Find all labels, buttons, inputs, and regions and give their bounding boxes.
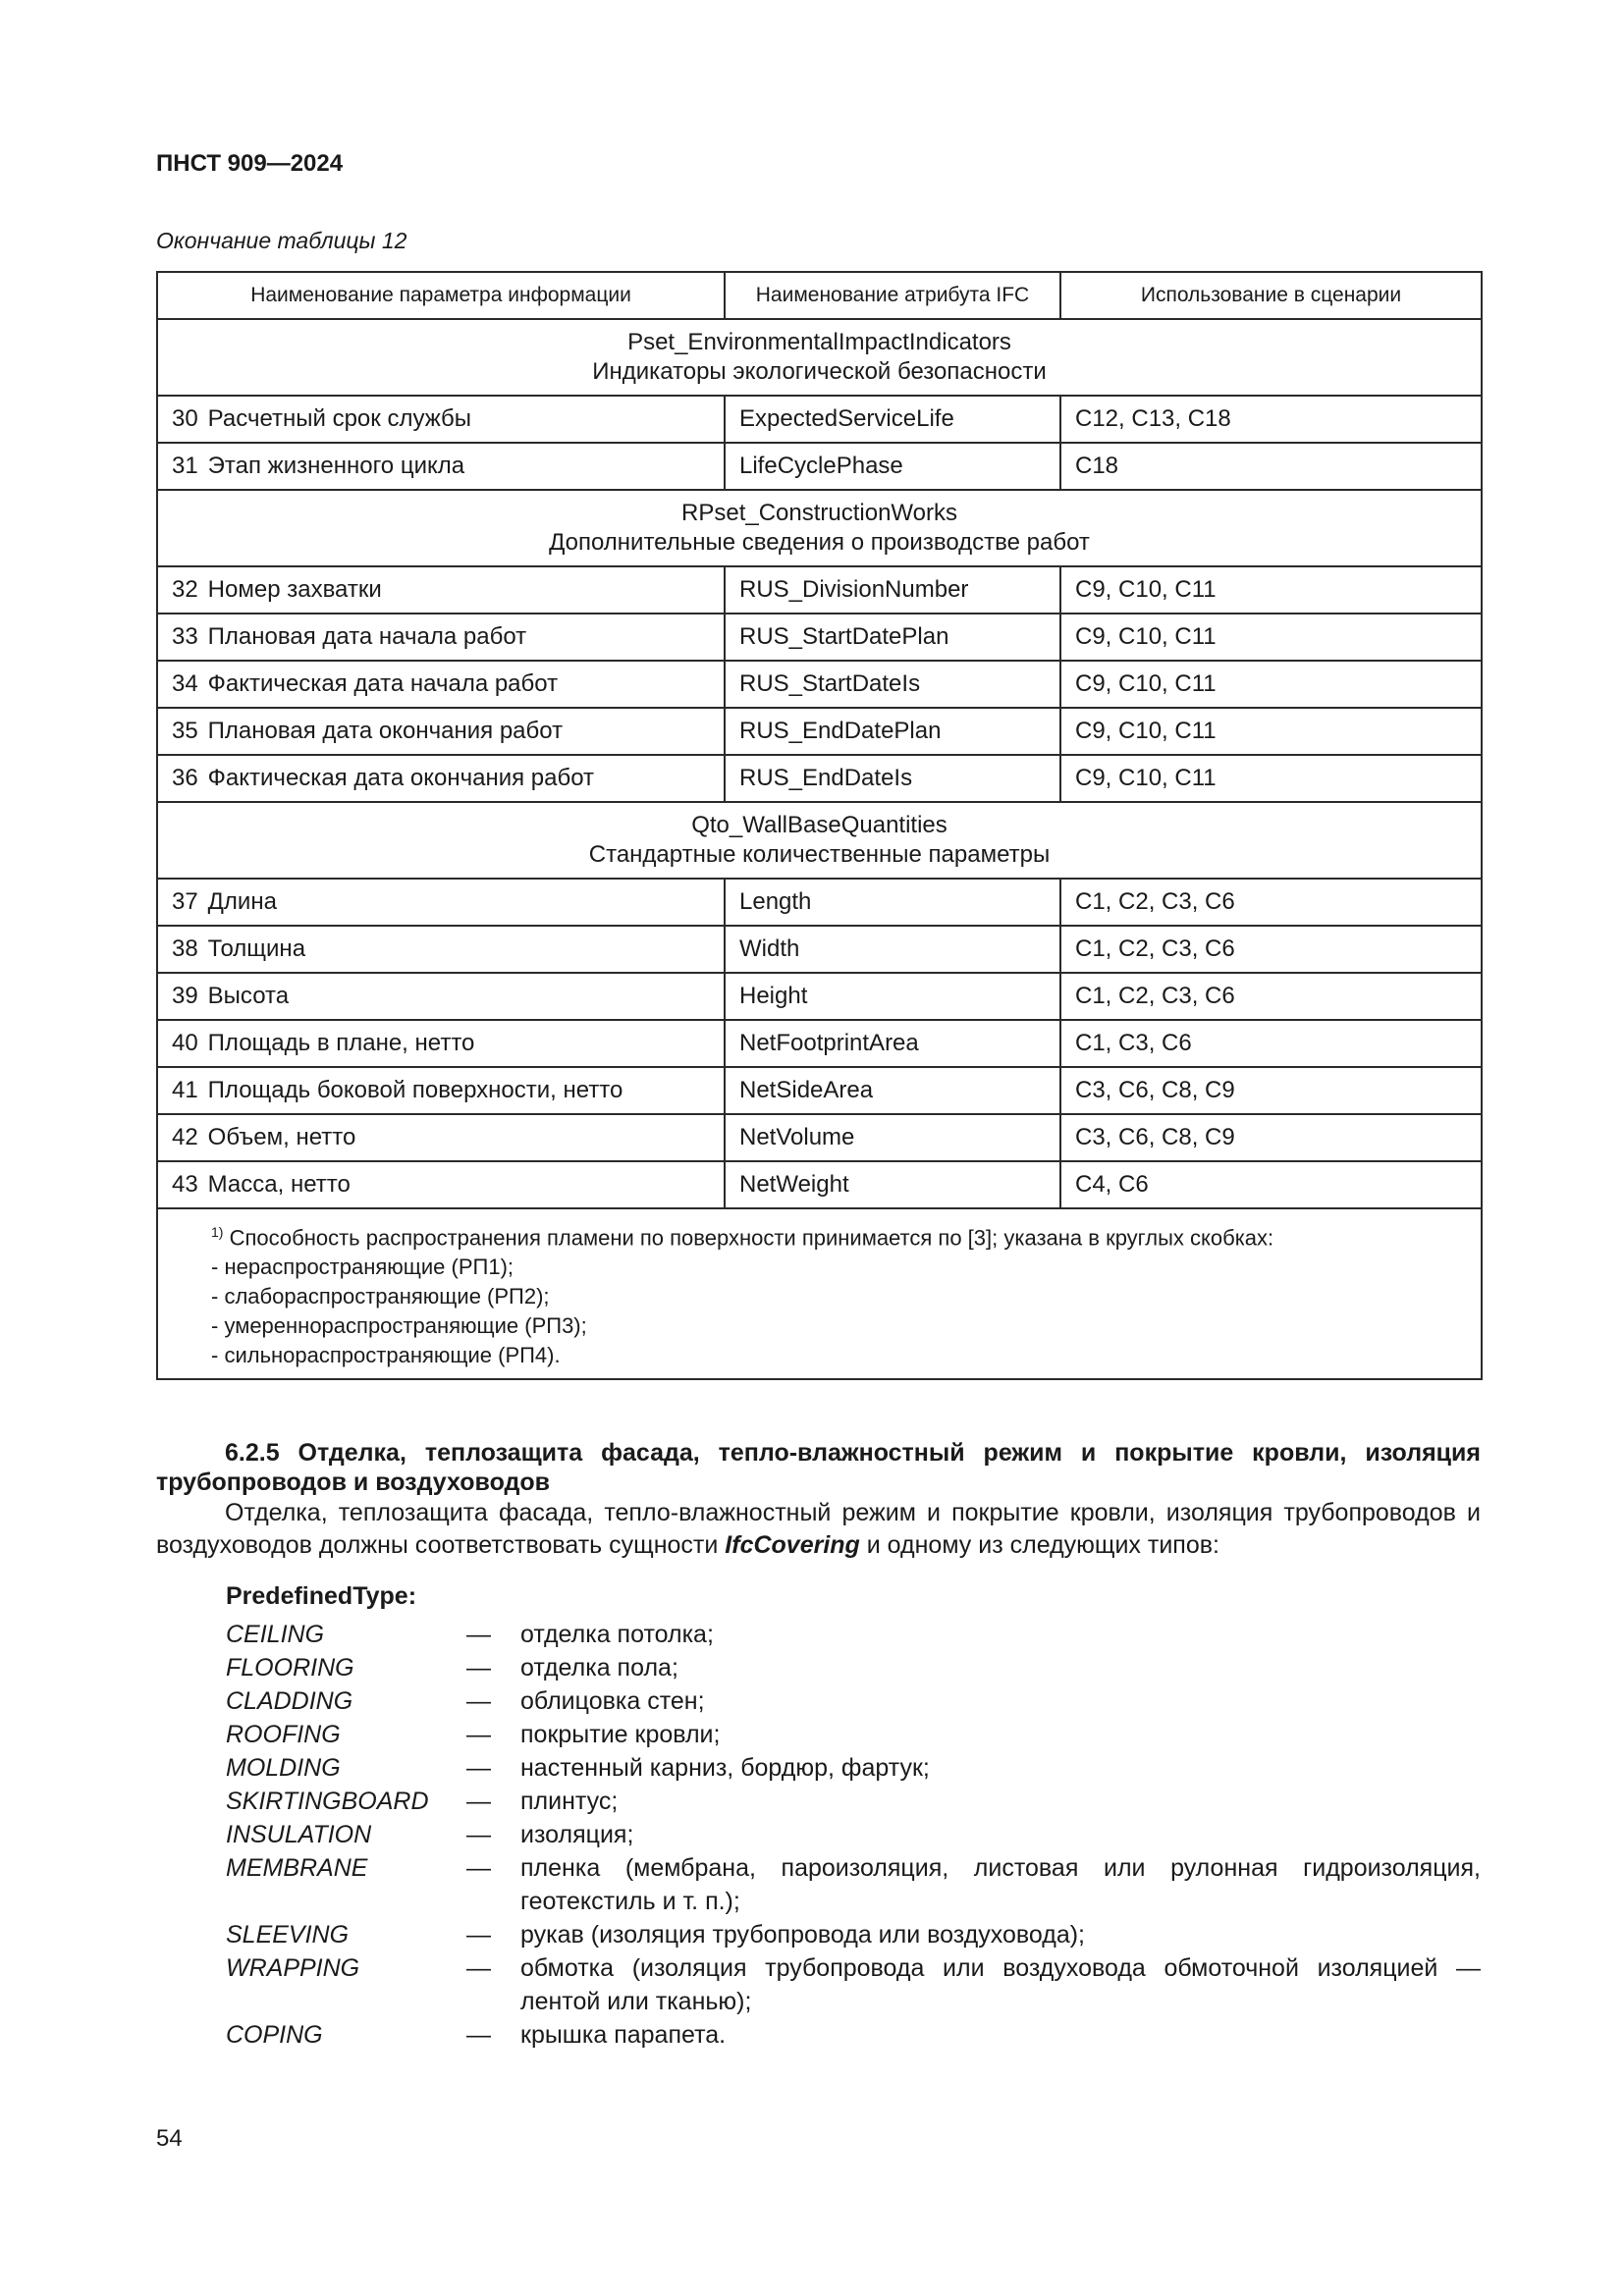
- scenario-usage-cell: C1, C2, C3, C6: [1060, 879, 1482, 926]
- ifc-attribute-cell: RUS_StartDateIs: [725, 661, 1060, 708]
- type-item: [226, 1651, 1481, 1684]
- parameter-name: Длина: [207, 888, 277, 915]
- row-number: 42: [172, 1124, 198, 1150]
- row-number: 38: [172, 935, 198, 962]
- type-item: [226, 1684, 1481, 1718]
- type-name: CLADDING: [226, 1687, 353, 1715]
- table-12: [156, 271, 1483, 1380]
- group-row: [157, 319, 1482, 396]
- scenario-usage-cell: C1, C2, C3, C6: [1060, 926, 1482, 973]
- ifc-attribute-cell: NetWeight: [725, 1161, 1060, 1208]
- column-header: Наименование атрибута IFC: [725, 272, 1060, 319]
- type-description: рукав (изоляция трубопровода или воздуховода);: [520, 1921, 1085, 1949]
- parameter-cell: [157, 926, 725, 973]
- type-dash: —: [466, 2021, 491, 2049]
- parameter-cell: [157, 1067, 725, 1114]
- type-item: [226, 2018, 1481, 2052]
- group-title-ru: Стандартные количественные параметры: [588, 841, 1051, 868]
- table-row: [157, 1114, 1482, 1161]
- type-item: [226, 1785, 1481, 1818]
- scenario-usage-cell: C9, C10, C11: [1060, 614, 1482, 661]
- section-heading: 6.2.5 Отделка, теплозащита фасада, тепло-влажностный режим и покрытие кровли, изоляция трубопроводов и воздуховодов: [156, 1439, 1481, 1496]
- row-number: 30: [172, 405, 198, 432]
- footnote-item: - нераспространяющие (РП1);: [211, 1255, 514, 1280]
- parameter-cell: [157, 1020, 725, 1067]
- parameter-cell: [157, 566, 725, 614]
- group-title-ru: Индикаторы экологической безопасности: [592, 358, 1047, 385]
- scenario-usage-cell: C1, C3, C6: [1060, 1020, 1482, 1067]
- type-description: отделка потолка;: [520, 1621, 714, 1648]
- scenario-usage-cell: C3, C6, C8, C9: [1060, 1067, 1482, 1114]
- table-row: [157, 396, 1482, 443]
- type-name: FLOORING: [226, 1654, 354, 1682]
- parameter-name: Расчетный срок службы: [207, 405, 472, 432]
- type-name: ROOFING: [226, 1721, 341, 1748]
- ifc-attribute-cell: RUS_DivisionNumber: [725, 566, 1060, 614]
- parameter-name: Фактическая дата начала работ: [207, 670, 559, 697]
- parameter-name: Фактическая дата окончания работ: [207, 765, 595, 791]
- footnote-item: - слабораспространяющие (РП2);: [211, 1284, 550, 1309]
- footnote-item: - сильнораспространяющие (РП4).: [211, 1343, 561, 1368]
- type-item: [226, 1618, 1481, 1651]
- document-code: ПНСТ 909—2024: [156, 150, 344, 177]
- column-header: Наименование параметра информации: [157, 272, 725, 319]
- row-number: 36: [172, 765, 198, 791]
- entity-name: IfcCovering: [725, 1531, 860, 1559]
- type-description: покрытие кровли;: [520, 1721, 721, 1748]
- parameter-cell: [157, 443, 725, 490]
- scenario-usage-cell: C9, C10, C11: [1060, 661, 1482, 708]
- row-number: 31: [172, 453, 198, 479]
- type-description: пленка (мембрана, пароизоляция, листовая или рулонная гидроизоляция, геотекстиль и т. п.);: [520, 1854, 1481, 1915]
- ifc-attribute-cell: NetVolume: [725, 1114, 1060, 1161]
- group-row: [157, 490, 1482, 566]
- type-item: [226, 1718, 1481, 1751]
- scenario-usage-cell: C12, C13, C18: [1060, 396, 1482, 443]
- type-description: крышка парапета.: [520, 2021, 727, 2049]
- type-dash: —: [466, 1954, 491, 1982]
- table-row: [157, 926, 1482, 973]
- type-item: [226, 1851, 1481, 1918]
- type-description: обмотка (изоляция трубопровода или воздуховода обмоточной изоляцией — лентой или тканью);: [520, 1954, 1481, 2015]
- row-number: 39: [172, 983, 198, 1009]
- scenario-usage-cell: C9, C10, C11: [1060, 755, 1482, 802]
- ifc-attribute-cell: Width: [725, 926, 1060, 973]
- parameter-cell: [157, 614, 725, 661]
- group-title-en: Pset_EnvironmentalImpactIndicators: [627, 329, 1011, 355]
- footnote-text: Способность распространения пламени по поверхности принимается по [3]; указана в круглых скобках:: [229, 1225, 1274, 1251]
- ifc-attribute-cell: RUS_StartDatePlan: [725, 614, 1060, 661]
- group-title-en: Qto_WallBaseQuantities: [691, 812, 947, 838]
- ifc-attribute-cell: NetFootprintArea: [725, 1020, 1060, 1067]
- table-row: [157, 1067, 1482, 1114]
- row-number: 32: [172, 576, 198, 603]
- row-number: 41: [172, 1077, 198, 1103]
- table-row: [157, 614, 1482, 661]
- table-row: [157, 1161, 1482, 1208]
- predefined-type-label: PredefinedType:: [226, 1582, 417, 1610]
- type-dash: —: [466, 1687, 491, 1715]
- parameter-cell: [157, 1161, 725, 1208]
- row-number: 37: [172, 888, 198, 915]
- column-header: Использование в сценарии: [1060, 272, 1482, 319]
- ifc-attribute-cell: Height: [725, 973, 1060, 1020]
- type-name: MEMBRANE: [226, 1854, 368, 1882]
- table-row: [157, 879, 1482, 926]
- predefined-type-list: [226, 1618, 1481, 2052]
- parameter-name: Этап жизненного цикла: [207, 453, 465, 479]
- parameter-name: Плановая дата начала работ: [207, 623, 527, 650]
- group-title: [157, 319, 1482, 396]
- table-footnote: [157, 1208, 1482, 1379]
- group-title-en: RPset_ConstructionWorks: [681, 500, 957, 526]
- table-caption: Окончание таблицы 12: [156, 228, 407, 253]
- ifc-attribute-cell: LifeCyclePhase: [725, 443, 1060, 490]
- parameter-cell: [157, 396, 725, 443]
- type-description: отделка пола;: [520, 1654, 678, 1682]
- parameter-name: Толщина: [207, 935, 306, 962]
- type-dash: —: [466, 1721, 491, 1748]
- type-dash: —: [466, 1754, 491, 1782]
- type-item: [226, 1918, 1481, 1951]
- type-name: WRAPPING: [226, 1954, 360, 1982]
- type-name: CEILING: [226, 1621, 325, 1648]
- type-description: настенный карниз, бордюр, фартук;: [520, 1754, 930, 1782]
- type-description: изоляция;: [520, 1821, 634, 1848]
- type-description: облицовка стен;: [520, 1687, 705, 1715]
- group-row: [157, 802, 1482, 879]
- footnote-marker: 1): [211, 1224, 224, 1240]
- parameter-cell: [157, 879, 725, 926]
- footnote-row: [157, 1208, 1482, 1379]
- ifc-attribute-cell: Length: [725, 879, 1060, 926]
- parameter-name: Площадь боковой поверхности, нетто: [207, 1077, 623, 1103]
- group-title-ru: Дополнительные сведения о производстве работ: [549, 529, 1090, 556]
- parameter-cell: [157, 708, 725, 755]
- table-row: [157, 443, 1482, 490]
- row-number: 34: [172, 670, 198, 697]
- table-header-row: [157, 272, 1482, 319]
- scenario-usage-cell: C9, C10, C11: [1060, 708, 1482, 755]
- parameter-name: Площадь в плане, нетто: [207, 1030, 475, 1056]
- parameter-name: Масса, нетто: [207, 1171, 351, 1198]
- row-number: 33: [172, 623, 198, 650]
- type-name: SKIRTINGBOARD: [226, 1788, 429, 1815]
- row-number: 35: [172, 718, 198, 744]
- type-item: [226, 1818, 1481, 1851]
- type-name: SLEEVING: [226, 1921, 350, 1949]
- ifc-attribute-cell: ExpectedServiceLife: [725, 396, 1060, 443]
- parameter-cell: [157, 973, 725, 1020]
- parameter-name: Высота: [207, 983, 290, 1009]
- scenario-usage-cell: C1, C2, C3, C6: [1060, 973, 1482, 1020]
- table-row: [157, 755, 1482, 802]
- type-description: плинтус;: [520, 1788, 619, 1815]
- type-name: COPING: [226, 2021, 323, 2049]
- row-number: 40: [172, 1030, 198, 1056]
- table-row: [157, 566, 1482, 614]
- group-title: [157, 490, 1482, 566]
- parameter-name: Объем, нетто: [207, 1124, 356, 1150]
- type-name: MOLDING: [226, 1754, 341, 1782]
- parameter-cell: [157, 1114, 725, 1161]
- parameter-name: Плановая дата окончания работ: [207, 718, 564, 744]
- table-row: [157, 1020, 1482, 1067]
- section-paragraph: Отделка, теплозащита фасада, тепло-влажностный режим и покрытие кровли, изоляция трубопроводов и воздуховодов должны соответствовать сущности IfcCovering и одному из следующих типов:: [156, 1499, 1481, 1559]
- ifc-attribute-cell: RUS_EndDatePlan: [725, 708, 1060, 755]
- type-dash: —: [466, 1821, 491, 1848]
- type-dash: —: [466, 1854, 491, 1882]
- scenario-usage-cell: C18: [1060, 443, 1482, 490]
- parameter-cell: [157, 661, 725, 708]
- parameter-name: Номер захватки: [207, 576, 382, 603]
- scenario-usage-cell: C9, C10, C11: [1060, 566, 1482, 614]
- type-item: [226, 1951, 1481, 2018]
- footnote-item: - умереннораспространяющие (РП3);: [211, 1313, 587, 1339]
- parameter-cell: [157, 755, 725, 802]
- ifc-attribute-cell: NetSideArea: [725, 1067, 1060, 1114]
- type-dash: —: [466, 1654, 491, 1682]
- table-row: [157, 661, 1482, 708]
- type-name: INSULATION: [226, 1821, 372, 1848]
- row-number: 43: [172, 1171, 198, 1198]
- page-number: 54: [156, 2125, 183, 2152]
- ifc-attribute-cell: RUS_EndDateIs: [725, 755, 1060, 802]
- type-dash: —: [466, 1621, 491, 1648]
- scenario-usage-cell: C4, C6: [1060, 1161, 1482, 1208]
- type-dash: —: [466, 1921, 491, 1949]
- group-title: [157, 802, 1482, 879]
- scenario-usage-cell: C3, C6, C8, C9: [1060, 1114, 1482, 1161]
- table-row: [157, 708, 1482, 755]
- type-item: [226, 1751, 1481, 1785]
- table-row: [157, 973, 1482, 1020]
- type-dash: —: [466, 1788, 491, 1815]
